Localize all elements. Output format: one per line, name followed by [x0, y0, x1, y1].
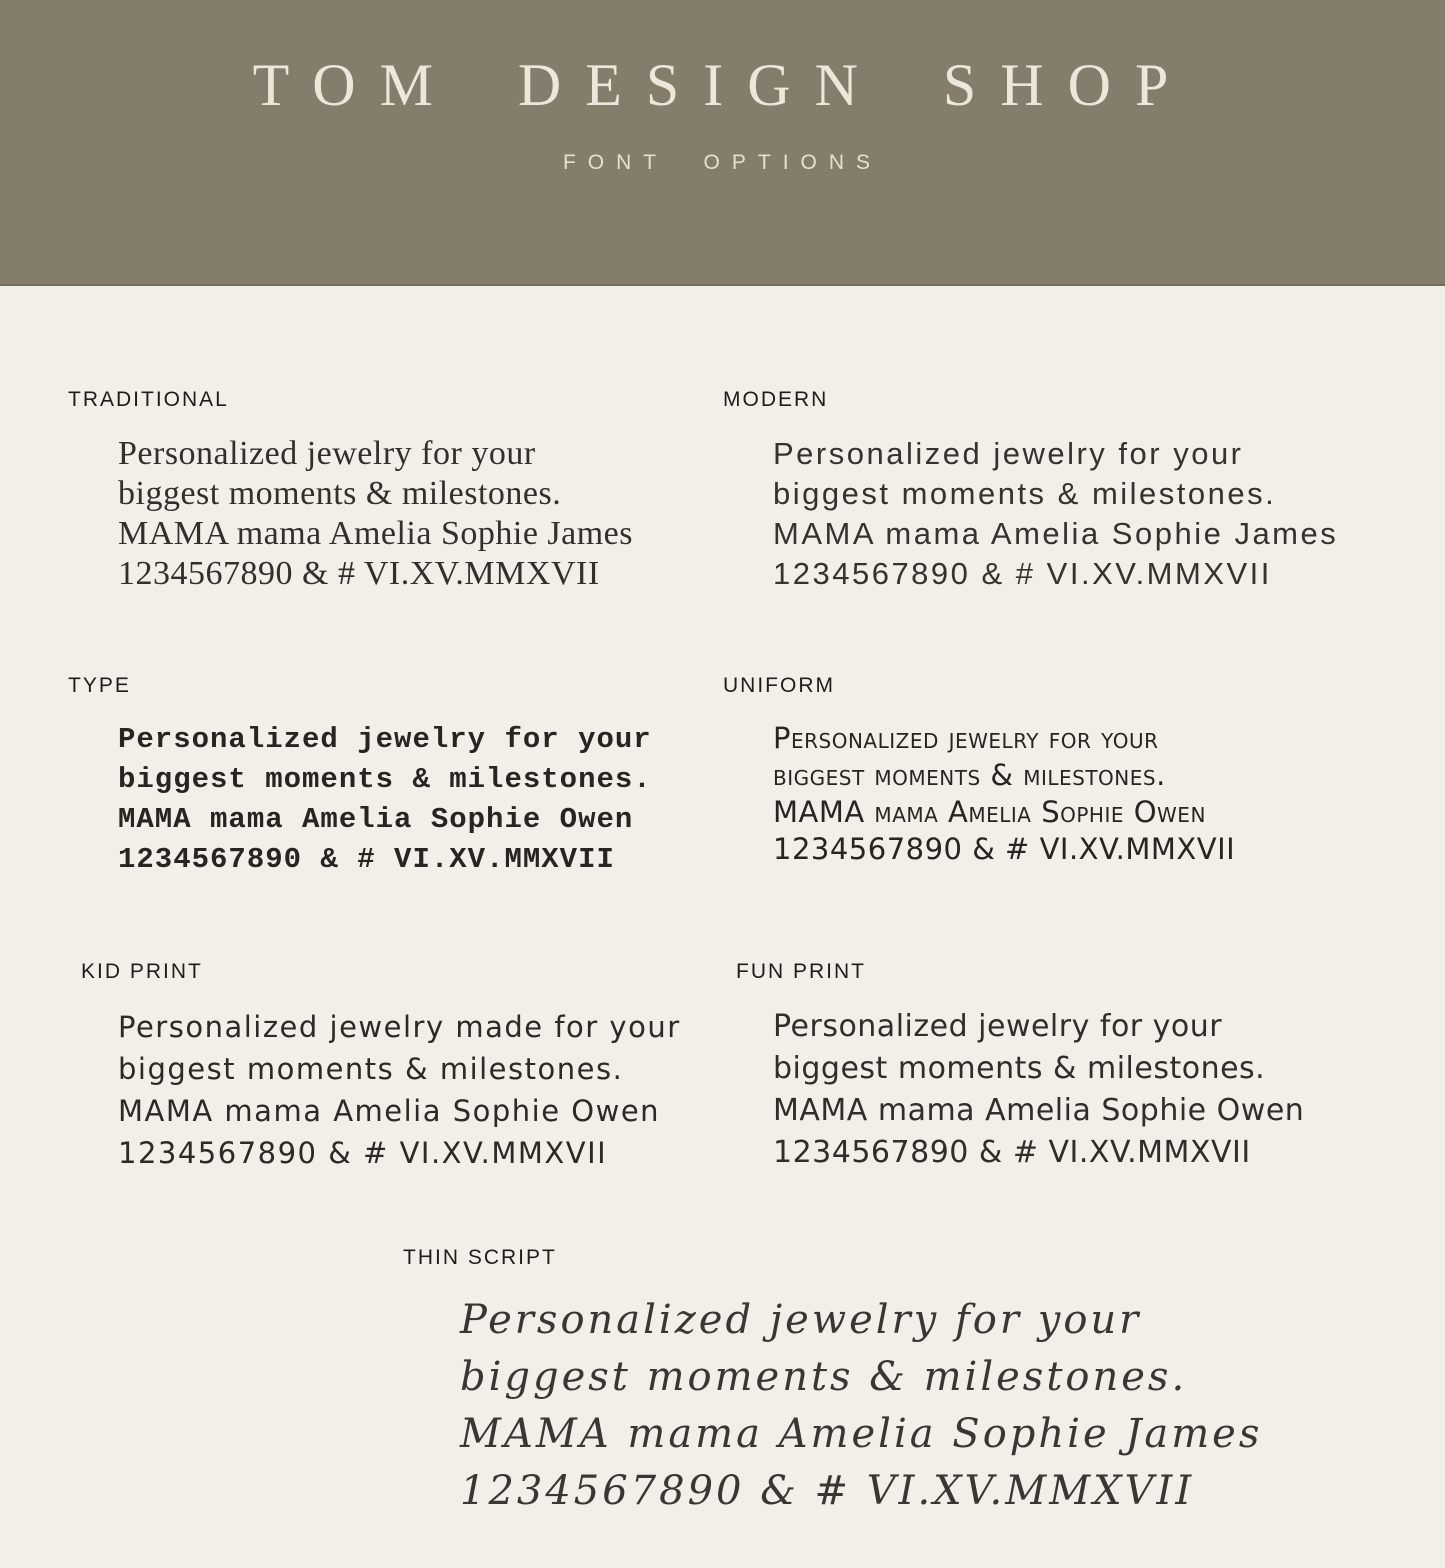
- font-sample-label: THIN SCRIPT: [403, 1246, 557, 1269]
- sample-line: Personalized jewelry for your: [773, 436, 1244, 471]
- sample-line: MAMA mama Amelia Sophie James: [460, 1411, 1263, 1457]
- sample-line: Personalized jewelry for your: [773, 721, 1159, 755]
- shop-subtitle: FONT OPTIONS: [562, 151, 883, 174]
- sample-line: 1234567890 & # VI.XV.MMXVII: [118, 555, 600, 592]
- sample-line: MAMA mama Amelia Sophie James: [118, 515, 634, 552]
- sample-line: Personalized jewelry for your: [460, 1297, 1142, 1343]
- sample-line: biggest moments & milestones.: [118, 475, 562, 512]
- font-sample-text: [118, 1006, 723, 1174]
- sample-line: 1234567890 & # VI.XV.MMXVII: [118, 1136, 608, 1170]
- sample-line: 1234567890 & # VI.XV.MMXVII: [773, 1135, 1251, 1170]
- font-sample-label: FUN PRINT: [736, 960, 866, 983]
- font-sample-text: [773, 434, 1415, 594]
- font-sample-uniform: [723, 674, 1415, 880]
- font-sample-text: [460, 1292, 1445, 1520]
- sample-line: 1234567890 & # VI.XV.MMXVII: [118, 843, 615, 876]
- sample-line: MAMA mama Amelia Sophie Owen: [118, 1094, 661, 1128]
- font-samples-grid: [0, 286, 1445, 1174]
- sample-line: 1234567890 & # VI.XV.MMXVII: [460, 1468, 1195, 1514]
- font-sample-label: TYPE: [68, 674, 131, 697]
- shop-title: TOM DESIGN SHOP: [252, 52, 1193, 118]
- sample-line: 1234567890 & # VI.XV.MMXVII: [773, 832, 1236, 866]
- font-sample-text: [118, 434, 723, 594]
- font-sample-text: [118, 720, 723, 880]
- sample-line: MAMA mama Amelia Sophie James: [773, 516, 1339, 551]
- font-sample-text: [773, 1006, 1415, 1174]
- sample-line: Personalized jewelry made for your: [118, 1010, 681, 1044]
- sample-line: Personalized jewelry for your: [118, 435, 536, 472]
- sample-line: Personalized jewelry for your: [118, 723, 652, 756]
- font-sample-label: UNIFORM: [723, 674, 835, 697]
- sample-line: Personalized jewelry for your: [773, 1009, 1223, 1044]
- font-sample-label: MODERN: [723, 388, 829, 411]
- sample-line: MAMA mama Amelia Sophie Owen: [773, 1093, 1305, 1128]
- font-sample-type: [68, 674, 723, 880]
- sample-line: MAMA mama Amelia Sophie Owen: [118, 803, 634, 836]
- font-sample-fun-print: [723, 960, 1415, 1174]
- sample-line: biggest moments & milestones.: [460, 1354, 1188, 1400]
- sample-line: biggest moments & milestones.: [773, 758, 1166, 792]
- font-sample-modern: [723, 388, 1415, 594]
- sample-line: biggest moments & milestones.: [773, 476, 1277, 511]
- font-sample-label: TRADITIONAL: [68, 388, 229, 411]
- font-sample-label: KID PRINT: [81, 960, 203, 983]
- sample-line: MAMA mama Amelia Sophie Owen: [773, 795, 1206, 829]
- font-sample-traditional: [68, 388, 723, 594]
- sample-line: 1234567890 & # VI.XV.MMXVII: [773, 556, 1272, 591]
- sample-line: biggest moments & milestones.: [118, 1052, 624, 1086]
- sample-line: biggest moments & milestones.: [118, 763, 652, 796]
- sample-line: biggest moments & milestones.: [773, 1051, 1266, 1086]
- header-banner: [0, 0, 1445, 286]
- font-sample-kid-print: [68, 960, 723, 1174]
- font-sample-text: [773, 720, 1415, 868]
- font-sample-thin-script: [403, 1246, 1445, 1520]
